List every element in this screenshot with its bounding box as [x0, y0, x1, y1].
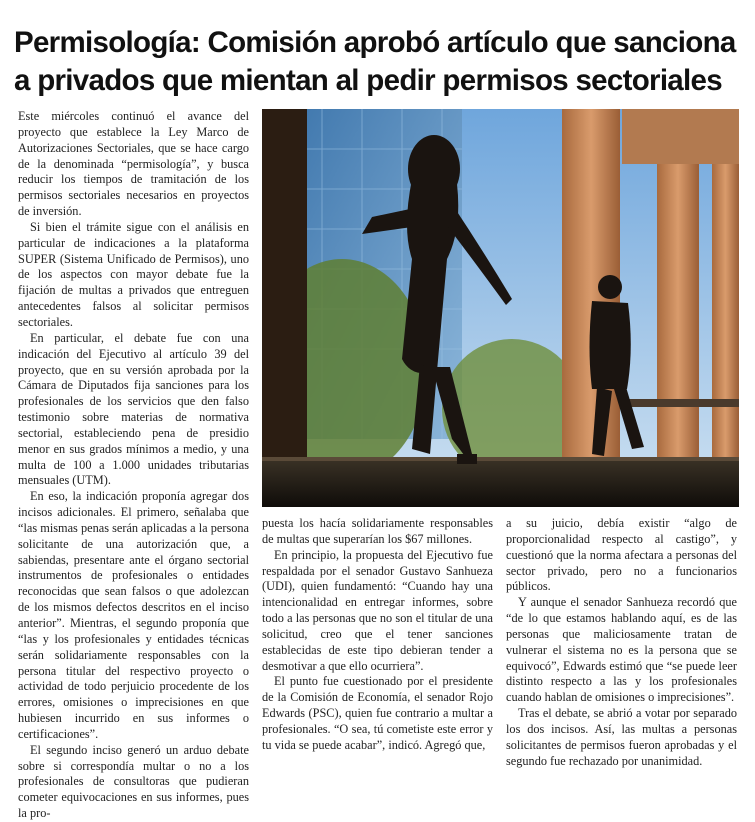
paragraph: En eso, la indicación proponía agregar dos incisos adicionales. El primero, señalaba que “las mismas penas serán aplicadas a la persona solicitante de una autorización que, a sabiendas, presentare ante el órgano sectorial instrumentos de profesionales o entidades reconocidas que sean falsos o que adolezcan de los mismos defectos descritos en el inciso anterior”. Mientras, el segundo proponía que “las y los profesionales y entidades técnicas serán solidariamente responsables con la persona titular del respectivo proyecto o actividad de todo perjuicio procedente de los errores, omisiones o imprecisiones en que hubiesen incurrido en sus informes o certificaciones”.: [18, 489, 249, 741]
paragraph: puesta los hacía solidariamente responsables de multas que superarían los $67 millones.: [262, 516, 493, 546]
paragraph: Si bien el trámite sigue con el análisis en particular de indicaciones a la plataforma SUPER (Sistema Unificado de Permisos), uno de los aspectos con mayor debate fue la fijación de multas a privados que entreguen antecedentes falsos al solicitar permisos sectoriales.: [18, 219, 249, 329]
column: [712, 149, 739, 459]
steps-edge: [262, 457, 739, 461]
paragraph: El segundo inciso generó un arduo debate sobre si correspondía multar o no a los profesionales de consultoras que pudieran cometer equivocaciones en sus informes, pues la pro-: [18, 742, 249, 821]
paragraph: En principio, la propuesta del Ejecutivo fue respaldada por el senador Gustavo Sanhueza (UDI), quien fundamentó: “Cuando hay una intencionalidad en entregar informes, sobre todo a las personas que no son el titular de una solicitud, creo que el tener sanciones establecidas de este tipo debieran tender a desmotivar a que ello ocurriera”.: [262, 547, 493, 673]
body-column-middle: [262, 516, 493, 754]
paragraph: Este miércoles continuó el avance del proyecto que establece la Ley Marco de Autorizaciones Sectoriales, que se hace cargo de la denominada “permisología”, y busca reducir los tiempos de tramitación de los permisos sectoriales necesarios en proyectos de inversión.: [18, 109, 249, 219]
railing: [622, 399, 739, 407]
headline-line-1: Permisología: Comisión aprobó artículo que sanciona: [14, 25, 736, 59]
left-pillar: [262, 109, 307, 507]
headline-line-2: a privados que mientan al pedir permisos sectoriales: [14, 63, 722, 97]
building-overhang: [622, 109, 739, 164]
paragraph: Tras el debate, se abrió a votar por separado los dos incisos. Así, las multas a personas solicitantes de permisos fueron aprobadas y el segundo fue rechazado por unanimidad.: [506, 706, 737, 768]
paragraph: El punto fue cuestionado por el presidente de la Comisión de Economía, el senador Rojo Edwards (PSC), quien fue contrario a multar a profesionales. “O sea, tú cometiste este error y tu vida se puede acabar”, indicó. Agregó que,: [262, 674, 493, 752]
ground: [262, 459, 739, 507]
paragraph: a su juicio, debía existir “algo de proporcionalidad respecto al castigo”, y cuestionó que la norma afectara a personas del sector privado, pero no a funcionarios públicos.: [506, 516, 737, 594]
body-column-left: [18, 109, 249, 822]
paragraph: En particular, el debate fue con una indicación del Ejecutivo al artículo 39 del proyecto, que en su versión aprobada por la Cámara de Diputados fija sanciones para los profesionales de los servicios que den falso testimonio sobre materias de normativa sectorial, estableciendo pena de presidio menor en sus grados mínimos a medio, y una multa de 100 a 1.000 unidades tributarias mensuales (UTM).: [18, 330, 249, 488]
paragraph: Y aunque el senador Sanhueza recordó que “de lo que estamos hablando aquí, es de las personas que maliciosamente tratan de vulnerar el sistema no es la persona que se equivocó”, Edwards estimó que “se puede leer distinto respecto a las y los profesionales cuando hablan de omisiones o imprecisiones”.: [506, 595, 737, 705]
article-photo: [262, 109, 739, 507]
body-column-right: [506, 516, 737, 770]
article-headline: [14, 24, 744, 100]
column: [657, 139, 699, 459]
